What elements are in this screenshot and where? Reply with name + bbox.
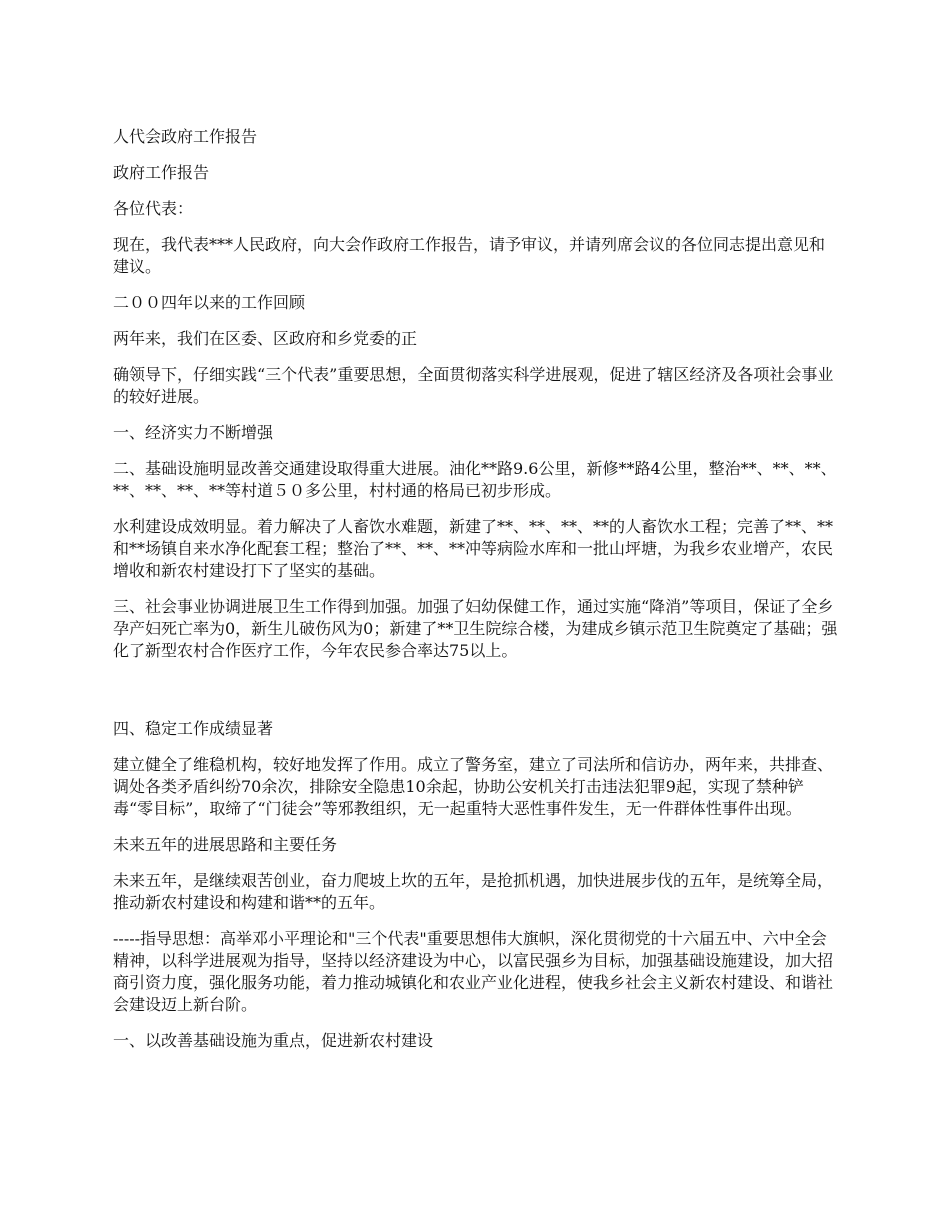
document-subtitle: 政府工作报告 [113,163,210,182]
paragraph-social-affairs: 三、社会事业协调进展卫生工作得到加强。加强了妇幼保健工作，通过实施“降消”等项目，保证了全乡孕产妇死亡率为0，新生儿破伤风为0；新建了**卫生院综合楼，为建成乡镇示范卫生院奠定了基础；强化了新型农村合作医疗工作，今年农民参合率达75以上。 [113,597,838,660]
greeting: 各位代表： [113,199,194,218]
blank-gap [113,676,838,718]
document-title: 人代会政府工作报告 [113,127,258,146]
paragraph-future: 未来五年，是继续艰苦创业，奋力爬坡上坎的五年，是抢抓机遇，加快进展步伐的五年，是统筹全局，推动新农村建设和构建和谐**的五年。 [113,871,834,912]
paragraph-intro: 现在，我代表***人民政府，向大会作政府工作报告，请予审议，并请列席会议的各位同志提出意见和建议。 [113,235,826,276]
paragraph-infrastructure: 二、基础设施明显改善交通建设取得重大进展。油化**路9.6公里，新修**路4公里，整治**、**、**、**、**、**、**等村道５０多公里，村村通的格局已初步形成。 [113,459,837,500]
section-heading-future: 未来五年的进展思路和主要任务 [113,835,338,854]
paragraph-guiding-ideology: -----指导思想：高举邓小平理论和"三个代表"重要思想伟大旗帜，深化贯彻党的十六届五中、六中全会精神，以科学进展观为指导，坚持以经济建设为中心，以富民强乡为目标，加强基础设施建设，加大招商引资力度，强化服务功能，着力推动城镇化和农业产业化进程，使我乡社会主义新农村建设、和谐社会建设迈上新台阶。 [113,929,834,1014]
paragraph-guidance: 确领导下，仔细实践“三个代表”重要思想，全面贯彻落实科学进展观，促进了辖区经济及各项社会事业的较好进展。 [113,365,834,406]
section-heading-infrastructure-focus: 一、以改善基础设施为重点，促进新农村建设 [113,1031,434,1050]
paragraph-water-conservancy: 水利建设成效明显。着力解决了人畜饮水难题，新建了**、**、**、**的人畜饮水工程；完善了**、**和**场镇自来水净化配套工程；整治了**、**、**冲等病险水库和一批山坪塘，为我乡农业增产，农民增收和新农村建设打下了坚实的基础。 [113,517,834,580]
paragraph-stability: 建立健全了维稳机构，较好地发挥了作用。成立了警务室，建立了司法所和信访办，两年来，共排查、调处各类矛盾纠纷70余次，排除安全隐患10余起，协助公安机关打击违法犯罪9起，实现了禁种铲毒“零目标”，取缔了“门徒会”等邪教组织，无一起重特大恶性事件发生，无一件群体性事件出现。 [113,755,834,818]
section-heading-economy: 一、经济实力不断增强 [113,423,274,442]
section-heading-stability: 四、稳定工作成绩显著 [113,719,274,738]
document-body [113,126,838,1066]
section-heading-review: 二００四年以来的工作回顾 [113,293,306,312]
paragraph-two-years: 两年来，我们在区委、区政府和乡党委的正 [113,329,418,348]
